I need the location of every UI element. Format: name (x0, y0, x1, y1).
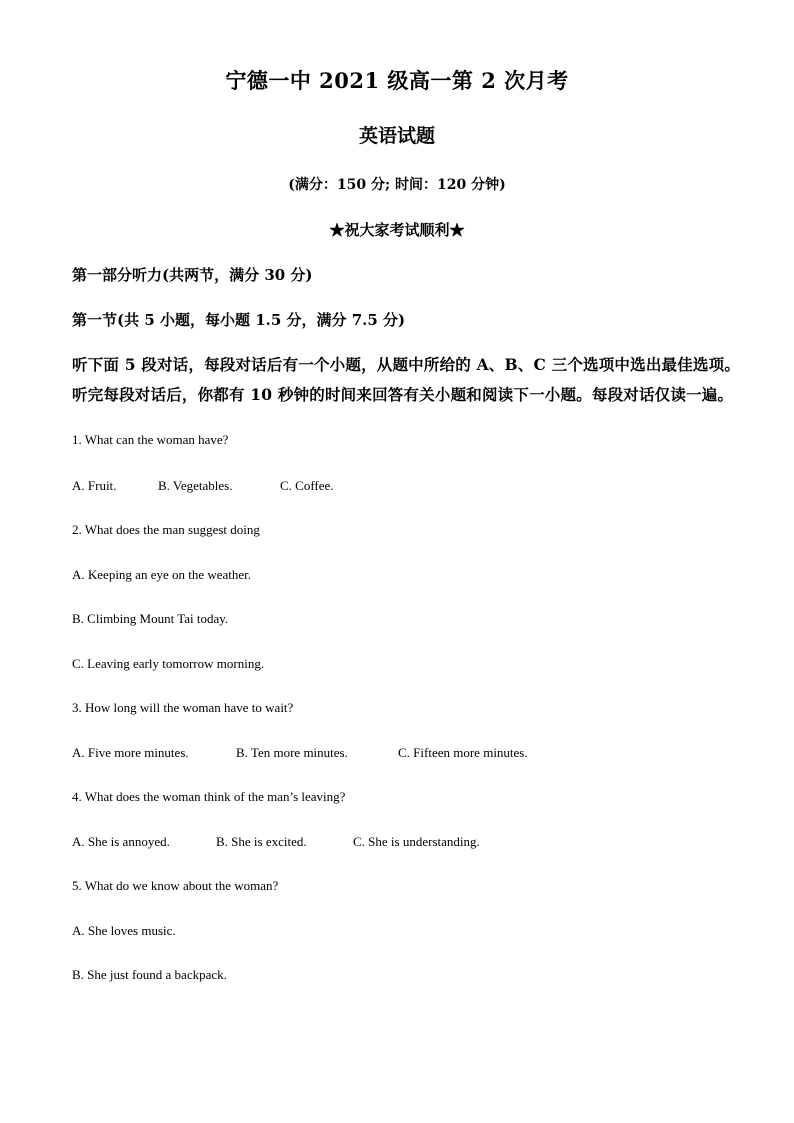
option-c: C. Fifteen more minutes. (398, 745, 528, 760)
instruction-line-2: 听完每段对话后，你都有 10 秒钟的时间来回答有关小题和阅读下一小题。每段对话仅读一遍。 (72, 385, 734, 404)
option-a: A. Fruit. (72, 478, 117, 493)
option-c: C. Leaving early tomorrow morning. (72, 656, 265, 671)
question-stem: 5. What do we know about the woman? (72, 878, 279, 893)
option-a: A. She is annoyed. (72, 834, 170, 849)
option-a: A. Five more minutes. (72, 745, 189, 760)
score-time-info: (满分：150 分; 时间：120 分钟) (288, 177, 506, 193)
good-luck-line: ★祝大家考试顺利★ (329, 221, 465, 239)
section-heading: 第一节(共 5 小题，每小题 1.5 分，满分 7.5 分) (72, 311, 406, 329)
question-stem: 1. What can the woman have? (72, 432, 229, 447)
question-stem: 3. How long will the woman have to wait? (72, 700, 294, 715)
option-a: A. She loves music. (72, 923, 176, 938)
part-heading: 第一部分听力(共两节，满分 30 分) (72, 266, 313, 284)
option-b: B. She is excited. (216, 834, 307, 849)
exam-title: 宁德一中 2021 级高一第 2 次月考 (225, 68, 569, 93)
option-a: A. Keeping an eye on the weather. (72, 567, 252, 582)
option-b: B. Vegetables. (158, 478, 233, 493)
option-b: B. Ten more minutes. (236, 745, 348, 760)
question-stem: 4. What does the woman think of the man’s leaving? (72, 789, 346, 804)
subject-title: 英语试题 (358, 125, 435, 147)
option-b: B. Climbing Mount Tai today. (72, 611, 229, 626)
option-c: C. Coffee. (280, 478, 334, 493)
instruction-line-1: 听下面 5 段对话，每段对话后有一个小题，从题中所给的 A、B、C 三个选项中选出最佳选项。 (72, 355, 741, 374)
option-b: B. She just found a backpack. (72, 967, 227, 982)
question-stem: 2. What does the man suggest doing (72, 522, 260, 537)
option-c: C. She is understanding. (353, 834, 480, 849)
